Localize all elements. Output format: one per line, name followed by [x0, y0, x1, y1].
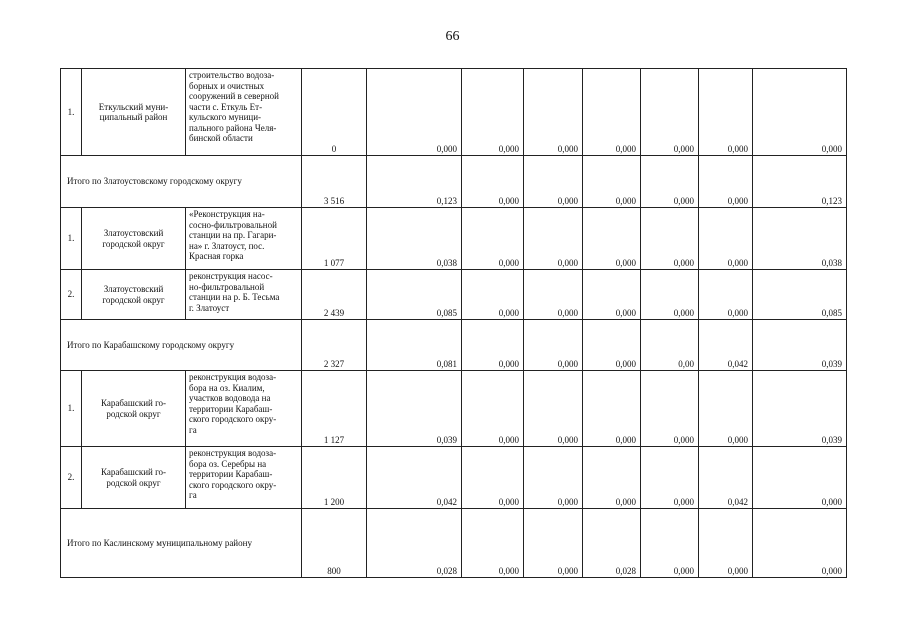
project-description-line: ского городского окру- [189, 414, 277, 424]
project-description-line: станции на р. Б. Тесьма [189, 292, 280, 302]
value-cell: 0,000 [524, 320, 583, 371]
summary-row [61, 509, 847, 578]
summary-label: Итого по Каслинскому муниципальному району [61, 509, 302, 578]
value-cell: 1 127 [302, 371, 367, 447]
value-cell: 0,000 [524, 208, 583, 270]
project-description-line: бора оз. Серебры на [189, 458, 267, 469]
value-cell: 0,042 [699, 447, 753, 509]
summary-row [61, 320, 847, 371]
row-index: 1. [61, 69, 82, 156]
value-cell: 0,038 [753, 208, 847, 270]
project-description-line: бора на оз. Киалим, [189, 382, 265, 393]
value-cell: 0,028 [583, 509, 641, 578]
table-body [61, 69, 847, 578]
value-cell: 0,000 [641, 270, 699, 320]
project-description-line: части с. Еткуль Ет- [189, 101, 263, 112]
municipality-name-line: Карабашский го- [100, 467, 167, 477]
value-cell: 0,000 [583, 69, 641, 156]
value-cell: 2 327 [302, 320, 367, 371]
value-cell: 0,000 [462, 69, 524, 156]
value-cell: 0,000 [462, 320, 524, 371]
value-cell: 0,000 [583, 447, 641, 509]
value-cell: 0,000 [524, 447, 583, 509]
project-description [186, 270, 302, 320]
value-cell: 0,000 [641, 208, 699, 270]
value-cell: 0,000 [753, 509, 847, 578]
value-cell: 0,000 [462, 371, 524, 447]
value-cell: 0,085 [753, 270, 847, 320]
value-cell: 0,000 [699, 208, 753, 270]
table-row [61, 447, 847, 509]
value-cell: 0,000 [462, 270, 524, 320]
project-description [186, 208, 302, 270]
value-cell: 0,000 [524, 509, 583, 578]
project-description-line: строительство водоза- [189, 70, 275, 80]
value-cell: 0,000 [524, 69, 583, 156]
municipality-name-line: Еткульский муни- [98, 101, 169, 112]
project-description-line: участков водовода на [189, 393, 271, 403]
project-description-line: территории Карабаш- [189, 403, 273, 414]
value-cell: 0,123 [753, 156, 847, 208]
value-cell: 0,039 [753, 371, 847, 447]
value-cell: 0,000 [641, 156, 699, 208]
municipality-name [82, 69, 186, 156]
value-cell: 0 [302, 69, 367, 156]
value-cell: 0,000 [699, 156, 753, 208]
value-cell: 800 [302, 509, 367, 578]
value-cell: 0,000 [583, 320, 641, 371]
value-cell: 0,000 [462, 447, 524, 509]
value-cell: 0,000 [524, 270, 583, 320]
municipality-name-line: Карабашский го- [100, 398, 167, 408]
project-description-line: реконструкция водоза- [189, 448, 277, 458]
value-cell: 0,000 [583, 208, 641, 270]
municipality-name-line: ципальный район [99, 112, 168, 122]
project-description-line: пального района Челя- [189, 122, 277, 133]
value-cell: 0,000 [583, 371, 641, 447]
table-row [61, 371, 847, 447]
value-cell: 0,085 [367, 270, 462, 320]
table-row [61, 208, 847, 270]
value-cell: 3 516 [302, 156, 367, 208]
value-cell: 0,000 [753, 447, 847, 509]
project-description-line: но-фильтровальной [189, 281, 265, 292]
project-description-line: г. Златоуст [189, 302, 230, 313]
row-index: 2. [61, 447, 82, 509]
value-cell: 0,000 [641, 447, 699, 509]
value-cell: 0,081 [367, 320, 462, 371]
value-cell: 0,123 [367, 156, 462, 208]
table-row [61, 69, 847, 156]
value-cell: 0,000 [462, 509, 524, 578]
project-description [186, 447, 302, 509]
value-cell: 0,000 [699, 509, 753, 578]
value-cell: 0,000 [524, 156, 583, 208]
value-cell: 0,039 [367, 371, 462, 447]
project-description-line: реконструкция водоза- [189, 372, 277, 382]
value-cell: 0,000 [524, 371, 583, 447]
municipality-name [82, 270, 186, 320]
municipality-name-line: Златоустовский [103, 284, 164, 294]
value-cell: 0,038 [367, 208, 462, 270]
municipality-name [82, 208, 186, 270]
project-description-line: ского городского окру- [189, 479, 277, 490]
page-number: 66 [445, 29, 460, 44]
project-description-line: сооружений в северной [189, 91, 279, 101]
municipality-name-line: городской округ [102, 294, 165, 305]
project-description-line: реконструкция насос- [189, 271, 273, 281]
row-index: 2. [61, 270, 82, 320]
project-description-line: кульского муници- [189, 112, 262, 122]
value-cell: 0,000 [699, 270, 753, 320]
project-description-line: «Реконструкция на- [189, 209, 265, 219]
value-cell: 2 439 [302, 270, 367, 320]
project-description [186, 69, 302, 156]
value-cell: 0,000 [753, 69, 847, 156]
value-cell: 0,042 [367, 447, 462, 509]
value-cell: 0,028 [367, 509, 462, 578]
value-cell: 0,000 [583, 270, 641, 320]
summary-row [61, 156, 847, 208]
row-index: 1. [61, 208, 82, 270]
project-description-line: территории Карабаш- [189, 469, 273, 479]
project-description-line: га [189, 490, 197, 500]
municipality-name-line: городской округ [102, 238, 165, 249]
project-description-line: на» г. Златоуст, пос. [189, 240, 265, 251]
project-description-line: борных и очистных [189, 80, 265, 91]
row-index: 1. [61, 371, 82, 447]
value-cell: 0,039 [753, 320, 847, 371]
value-cell: 0,000 [462, 208, 524, 270]
project-description-line: га [189, 424, 197, 435]
project-description-line: сосно-фильтровальной [189, 219, 277, 230]
value-cell: 0,000 [699, 371, 753, 447]
project-description-line: бинской области [189, 133, 253, 143]
project-description-line: Красная горка [189, 251, 244, 261]
municipality-name [82, 447, 186, 509]
municipality-name-line: Златоустовский [103, 228, 164, 238]
project-description [186, 371, 302, 447]
value-cell: 0,000 [462, 156, 524, 208]
value-cell: 0,000 [641, 69, 699, 156]
summary-label: Итого по Карабашскому городскому округу [61, 320, 302, 371]
value-cell: 0,000 [641, 509, 699, 578]
value-cell: 1 200 [302, 447, 367, 509]
value-cell: 0,000 [641, 371, 699, 447]
value-cell: 0,000 [367, 69, 462, 156]
summary-label: Итого по Златоустовскому городскому округу [61, 156, 302, 208]
value-cell: 0,042 [699, 320, 753, 371]
project-description-line: станции на пр. Гагари- [189, 230, 277, 240]
value-cell: 0,00 [641, 320, 699, 371]
municipality-name [82, 371, 186, 447]
value-cell: 0,000 [583, 156, 641, 208]
data-table [60, 68, 847, 578]
value-cell: 1 077 [302, 208, 367, 270]
value-cell: 0,000 [699, 69, 753, 156]
municipality-name-line: родской округ [106, 408, 161, 419]
table-row [61, 270, 847, 320]
municipality-name-line: родской округ [106, 477, 161, 488]
